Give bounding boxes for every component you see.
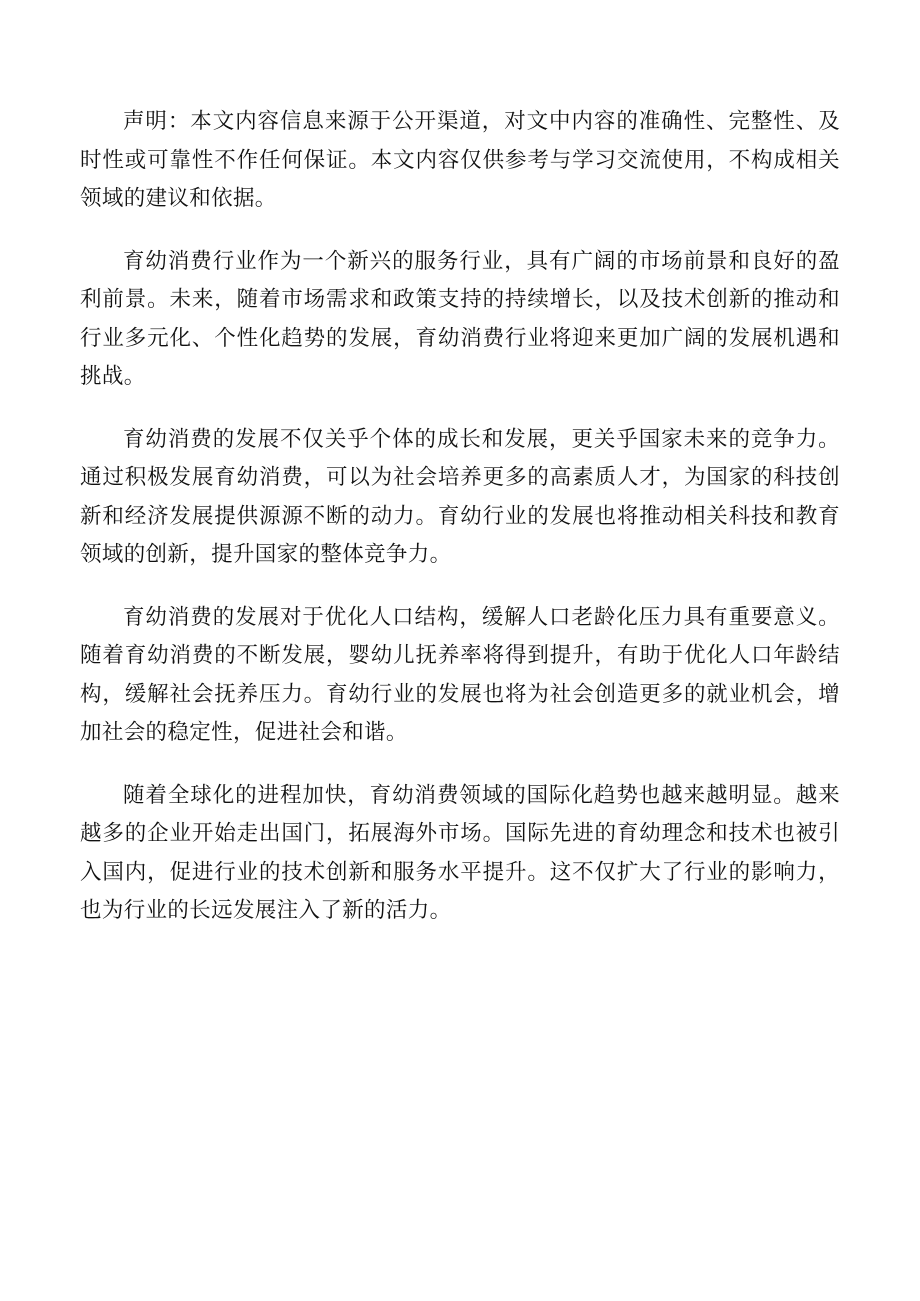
body-paragraph: 随着全球化的进程加快，育幼消费领域的国际化趋势也越来越明显。越来越多的企业开始走出国门，拓展海外市场。国际先进的育幼理念和技术也被引入国内，促进行业的技术创新和服务水平提升。这不仅扩大了行业的影响力，也为行业的长远发展注入了新的活力。 bbox=[80, 782, 840, 923]
body-paragraph: 育幼消费的发展不仅关乎个体的成长和发展，更关乎国家未来的竞争力。通过积极发展育幼消费，可以为社会培养更多的高素质人才，为国家的科技创新和经济发展提供源源不断的动力。育幼行业的发展也将推动相关科技和教育领域的创新，提升国家的整体竞争力。 bbox=[80, 426, 840, 567]
document-body bbox=[80, 103, 840, 955]
body-paragraph: 育幼消费行业作为一个新兴的服务行业，具有广阔的市场前景和良好的盈利前景。未来，随着市场需求和政策支持的持续增长，以及技术创新的推动和行业多元化、个性化趋势的发展，育幼消费行业将迎来更加广阔的发展机遇和挑战。 bbox=[80, 248, 840, 389]
disclaimer-paragraph: 声明：本文内容信息来源于公开渠道，对文中内容的准确性、完整性、及时性或可靠性不作任何保证。本文内容仅供参考与学习交流使用，不构成相关领域的建议和依据。 bbox=[80, 109, 840, 211]
body-paragraph: 育幼消费的发展对于优化人口结构，缓解人口老龄化压力具有重要意义。随着育幼消费的不断发展，婴幼儿抚养率将得到提升，有助于优化人口年龄结构，缓解社会抚养压力。育幼行业的发展也将为社会创造更多的就业机会，增加社会的稳定性，促进社会和谐。 bbox=[80, 604, 840, 745]
